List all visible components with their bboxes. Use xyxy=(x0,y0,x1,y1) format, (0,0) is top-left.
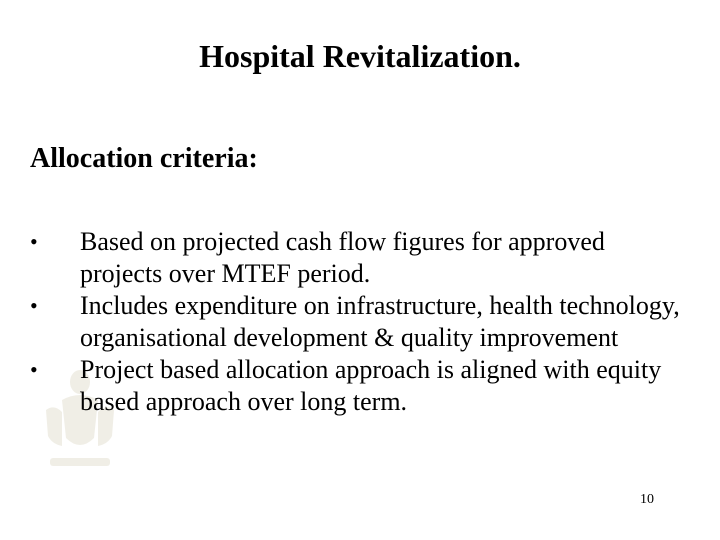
bullet-text: Based on projected cash flow figures for approved projects over MTEF period. xyxy=(80,227,605,288)
bullet-marker: • xyxy=(30,357,38,382)
bullet-item xyxy=(30,354,690,418)
bullet-text: Includes expenditure on infrastructure, health technology, organisational development & quality improvement xyxy=(80,291,680,352)
bullet-item xyxy=(30,290,690,354)
bullet-marker: • xyxy=(30,229,38,254)
bullet-text: Project based allocation approach is aligned with equity based approach over long term. xyxy=(80,355,662,416)
section-heading: Allocation criteria: xyxy=(30,143,258,174)
page-number: 10 xyxy=(640,492,654,507)
bullet-marker: • xyxy=(30,293,38,318)
bullet-list xyxy=(30,226,690,418)
bullet-item xyxy=(30,226,690,290)
slide-title: Hospital Revitalization. xyxy=(199,38,521,74)
